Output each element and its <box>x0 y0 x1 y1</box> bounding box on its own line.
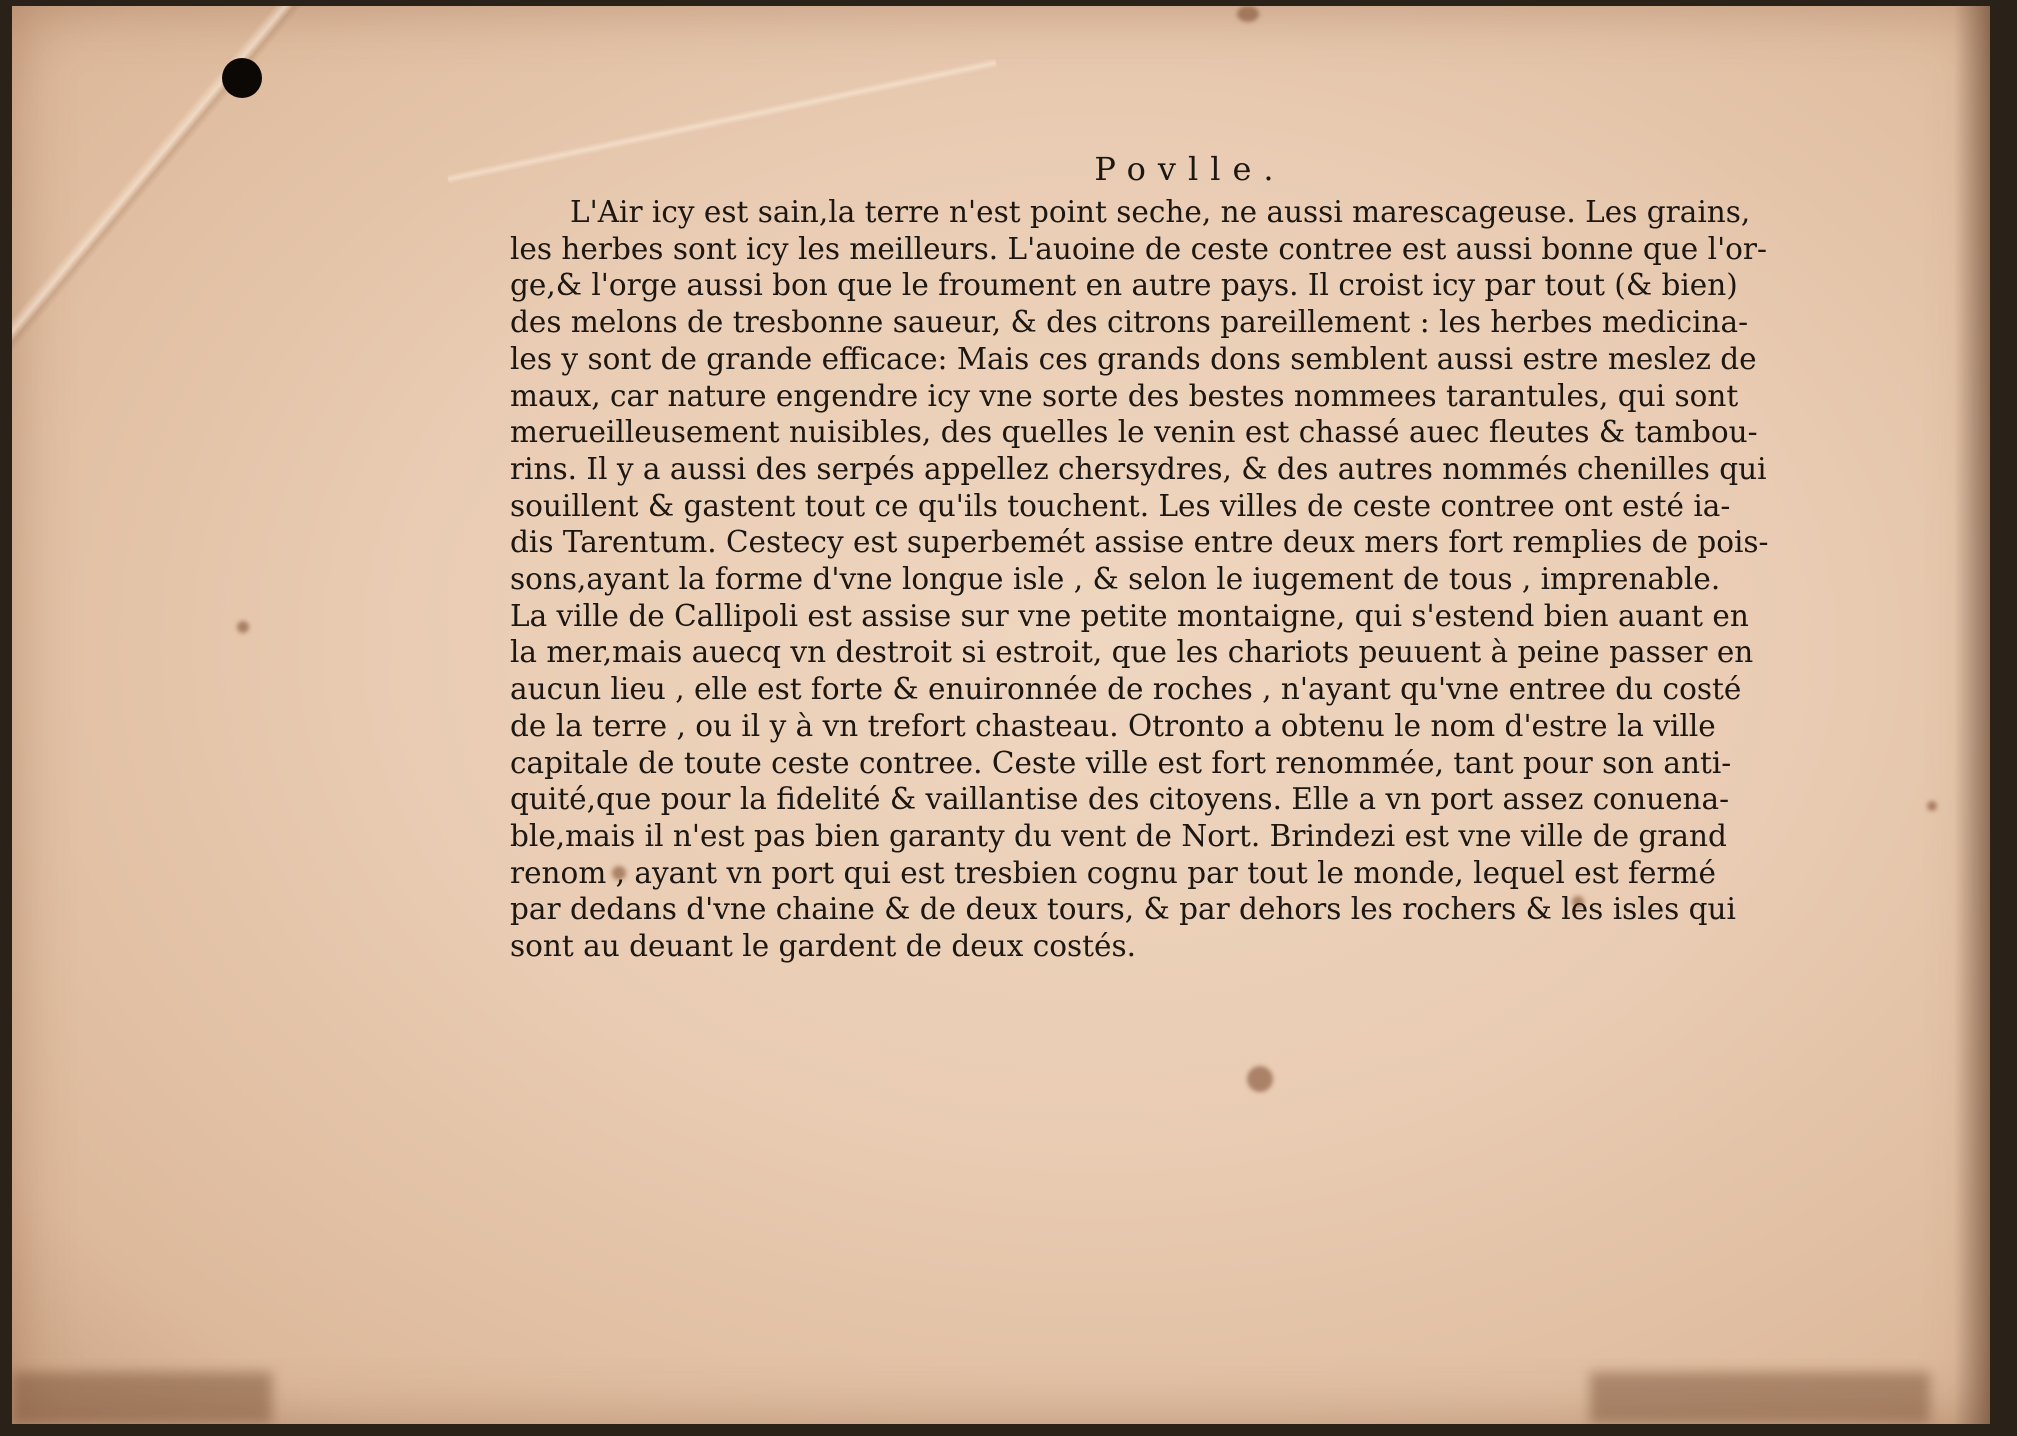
foxing-spot <box>237 621 249 633</box>
text-line: par dedans d'vne chaine & de deux tours, & par dehors les rochers & les isles qui <box>510 892 1736 927</box>
paper-edge-shadow <box>1954 6 1990 1424</box>
text-line: ge,& l'orge aussi bon que le froument en autre pays. Il croist icy par tout (& bien) <box>510 268 1738 303</box>
text-line: dis Tarentum. Cestecy est superbemét assise entre deux mers fort remplies de pois- <box>510 525 1769 560</box>
body-paragraph <box>510 194 1830 965</box>
text-line: quité,que pour la fidelité & vaillantise des citoyens. Elle a vn port assez conuena- <box>510 782 1730 817</box>
text-line: renom , ayant vn port qui est tresbien cognu par tout le monde, lequel est fermé <box>510 855 1716 890</box>
text-line: les y sont de grande efficace: Mais ces grands dons semblent aussi estre meslez de <box>510 341 1757 376</box>
text-line: sons,ayant la forme d'vne longue isle , & selon le iugement de tous , imprenable. <box>510 562 1721 597</box>
foxing-spot <box>1927 801 1937 811</box>
text-line: des melons de tresbonne saueur, & des citrons pareillement : les herbes medicina- <box>510 305 1749 340</box>
text-line: L'Air icy est sain,la terre n'est point seche, ne aussi marescageuse. Les grains, <box>570 195 1751 229</box>
text-line: La ville de Callipoli est assise sur vne petite montaigne, qui s'estend bien auant en <box>510 598 1749 633</box>
text-line: la mer,mais auecq vn destroit si estroit, que les chariots peuuent à peine passer en <box>510 635 1754 670</box>
running-head: Povlle. <box>1094 150 1286 188</box>
text-line: de la terre , ou il y à vn trefort chasteau. Otronto a obtenu le nom d'estre la ville <box>510 708 1716 743</box>
text-line: aucun lieu , elle est forte & enuironnée de roches , n'ayant qu'vne entree du costé <box>510 672 1742 707</box>
printed-text-block <box>510 150 1830 965</box>
text-line: rins. Il y a aussi des serpés appellez chersydres, & des autres nommés chenilles qui <box>510 451 1767 486</box>
text-line: les herbes sont icy les meilleurs. L'auoine de ceste contree est aussi bonne que l'or- <box>510 231 1768 266</box>
punch-hole <box>222 58 262 98</box>
text-line: merueilleusement nuisibles, des quelles le venin est chassé auec fleutes & tambou- <box>510 415 1758 450</box>
text-line: souillent & gastent tout ce qu'ils touchent. Les villes de ceste contree ont esté ia- <box>510 488 1731 523</box>
text-line: capitale de toute ceste contree. Ceste ville est fort renommée, tant pour son anti- <box>510 745 1732 780</box>
text-line: ble,mais il n'est pas bien garanty du vent de Nort. Brindezi est vne ville de grand <box>510 818 1727 853</box>
stain-bottom-right <box>1590 1372 1930 1424</box>
foxing-spot <box>1237 6 1259 22</box>
stain-bottom-left <box>12 1372 272 1424</box>
text-line: sont au deuant le gardent de deux costés. <box>510 929 1136 964</box>
foxing-spot <box>1247 1066 1273 1092</box>
text-line: maux, car nature engendre icy vne sorte des bestes nommees tarantules, qui sont <box>510 378 1739 413</box>
